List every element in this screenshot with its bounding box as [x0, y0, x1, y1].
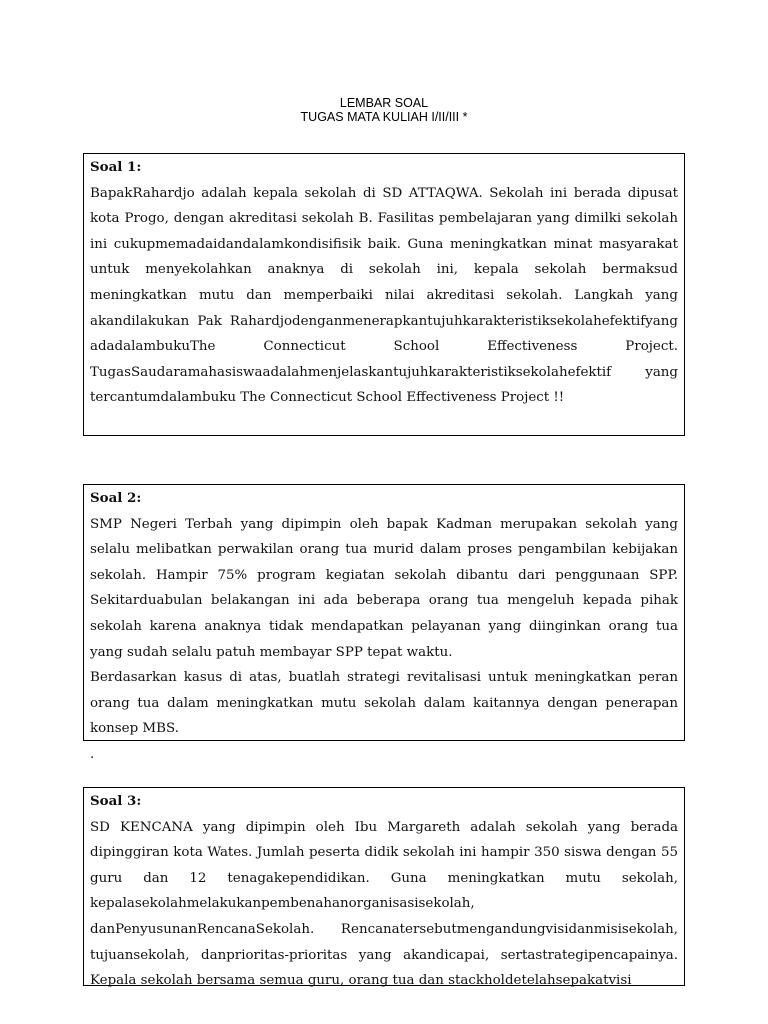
question-box-3 [83, 787, 685, 989]
question-text-1: BapakRahardjo adalah kepala sekolah di SD ATTAQWA. Sekolah ini berada dipusat kota Progo, dengan akreditasi sekolah B. Fasilitas pembelajaran yang dimilki sekolah ini cukupmemadaidandalamkondisifisik baik. Guna meningkatkan minat masyarakat untuk menyekolahkan anaknya di sekolah ini, kepala sekolah bermaksud meningkatkan mutu dan memperbaiki nilai akreditasi sekolah. Langkah yang akandilakukan Pak Rahardjodenganmenerapkantujuhkarakteristiksekolahefektifyang adadalambukuThe Connecticut School Effectiveness Project. TugasSaudaramahasiswaadalahmenjelaskantujuhkarakteristiksekolahefektif yang tercantumdalambuku The Connecticut School Effectiveness Project !! [90, 185, 678, 406]
question-trailing-dot: . [90, 746, 95, 762]
document-header [0, 96, 768, 124]
question-text-2: SMP Negeri Terbah yang dipimpin oleh bapak Kadman merupakan sekolah yang selalu melibatkan perwakilan orang tua murid dalam proses pengambilan kebijakan sekolah. Hampir 75% program kegiatan sekolah dibantu dari penggunaan SPP. Sekitarduabulan belakangan ini ada beberapa orang tua mengeluh kepada pihak sekolah karena anaknya tidak mendapatkan pelayanan yang diinginkan orang tua yang sudah selalu patuh membayar SPP tepat waktu. [90, 516, 678, 660]
header-subtitle: TUGAS MATA KULIAH I/II/III * [300, 110, 468, 124]
question-title-1: Soal 1: [90, 159, 142, 175]
question-box-2 [83, 484, 685, 762]
question-title-2: Soal 2: [90, 490, 142, 506]
question-text-3: SD KENCANA yang dipimpin oleh Ibu Margareth adalah sekolah yang berada dipinggiran kota Wates. Jumlah peserta didik sekolah ini hampir 350 siswa dengan 55 guru dan 12 tenagakependidikan. Guna meningkatkan mutu sekolah, kepalasekolahmelakukanpembenahanorganisasisekolah, danPenyusunanRencanaSekolah. Rencanatersebutmengandungvisidanmisisekolah, tujuansekolah, danprioritas-prioritas yang akandicapai, sertastrategipencapainya. Kepala sekolah bersama semua guru, orang tua dan stackholdetelahsepakatvisi [90, 819, 678, 989]
question-title-3: Soal 3: [90, 793, 142, 809]
question-instruction-2: Berdasarkan kasus di atas, buatlah strategi revitalisasi untuk meningkatkan peran orang tua dalam meningkatkan mutu sekolah dalam kaitannya dengan penerapan konsep MBS. [90, 670, 678, 737]
header-title: LEMBAR SOAL [339, 96, 429, 110]
question-box-1 [83, 153, 685, 436]
